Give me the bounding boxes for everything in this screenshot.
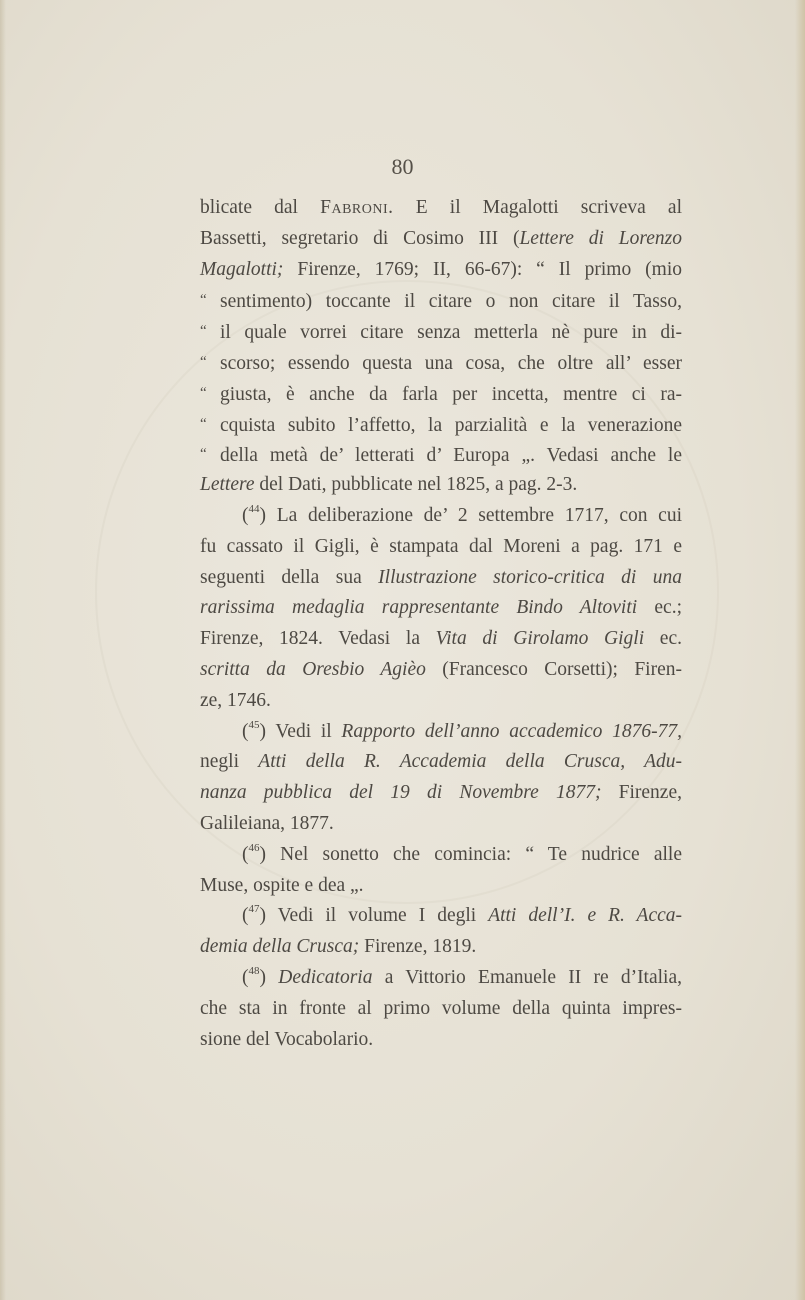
italic-text: Atti dell’I. e R. Acca- <box>488 905 682 927</box>
text-run: ( <box>242 905 249 927</box>
footnote-number: 44 <box>248 502 260 515</box>
text-line <box>200 316 682 347</box>
text-line <box>200 624 682 655</box>
text-run: ) Vedi il volume I degli <box>259 905 489 927</box>
italic-text: Atti della R. Accademia della Crusca, Adu- <box>258 751 682 773</box>
italic-text: Magalotti; <box>200 258 284 280</box>
text-run: ) Nel sonetto che comincia: “ Te nudrice alle <box>259 843 682 865</box>
footnote-start-line <box>200 501 682 532</box>
text-line <box>200 224 682 255</box>
text-run: Galileiana, 1877. <box>200 812 334 834</box>
footnote-number: 47 <box>248 903 260 916</box>
text-run: Firenze, 1824. Vedasi la <box>200 628 436 650</box>
italic-text: Dedicatoria <box>278 966 373 988</box>
footnote-number: 46 <box>248 841 260 854</box>
footnote-start-line <box>200 840 682 871</box>
italic-text: Lettere <box>200 474 255 496</box>
text-run: Muse, ospite e dea „. <box>200 874 364 896</box>
text-run: negli <box>200 751 259 773</box>
text-run: Firenze, <box>601 782 682 804</box>
italic-text: Lettere di Lorenzo <box>519 227 682 249</box>
quote-mark: “ <box>200 353 207 370</box>
body-text <box>200 193 682 1055</box>
text-run: blicate dal <box>200 197 321 218</box>
text-line <box>200 778 682 809</box>
text-line <box>200 285 682 316</box>
text-run: Firenze, 1819. <box>359 936 477 958</box>
text-line <box>200 409 682 440</box>
italic-text: nanza pubblica del 19 di Novembre 1877; <box>200 782 602 804</box>
text-line <box>200 347 682 378</box>
text-run: E il Magalotti scriveva al <box>393 197 682 218</box>
text-run: ( <box>242 966 249 988</box>
small-caps-name: Fabroni. <box>320 197 394 218</box>
text-run: (Francesco Corsetti); Firen- <box>425 658 682 680</box>
text-run: del Dati, pubblicate nel 1825, a pag. 2-3. <box>254 474 578 496</box>
text-line <box>200 871 682 902</box>
italic-text: rarissima medaglia rappresentante Bindo Altoviti <box>200 597 638 619</box>
text-run: a Vittorio Emanuele II re d’Italia, <box>372 966 683 988</box>
text-run: ec. <box>644 628 682 650</box>
text-run: che sta in fronte al primo volume della quinta impres- <box>200 997 682 1019</box>
quote-mark: “ <box>200 323 207 340</box>
footnote-start-line <box>200 963 682 994</box>
text-run: ) Vedi il <box>259 720 342 742</box>
text-line <box>200 747 682 778</box>
footnote-start-line <box>200 901 682 932</box>
text-run: sione del Vocabolario. <box>200 1028 374 1050</box>
text-run: ec.; <box>637 597 682 619</box>
text-line <box>200 255 682 286</box>
text-line <box>200 378 682 409</box>
text-line <box>200 193 682 224</box>
quote-mark: “ <box>200 292 207 309</box>
text-line <box>200 994 682 1025</box>
italic-text: Rapporto dell’anno accademico 1876-77, <box>341 720 683 742</box>
text-line <box>200 1025 682 1056</box>
page-right-edge <box>795 0 805 1300</box>
text-line <box>200 655 682 686</box>
text-run: ( <box>242 843 249 865</box>
italic-text: demia della Crusca; <box>200 936 360 958</box>
page-number: 80 <box>391 154 414 179</box>
text-run: Bassetti, segretario di Cosimo III ( <box>200 227 520 249</box>
quote-mark: “ <box>200 446 207 463</box>
italic-text: Illustrazione storico-critica di una <box>378 566 682 588</box>
footnote-number: 45 <box>248 718 260 731</box>
text-run: ) La deliberazione de’ 2 settembre 1717, con cui <box>259 504 682 526</box>
text-run: ( <box>242 504 249 526</box>
text-line <box>200 470 682 501</box>
text-run: sentimento) toccante il citare o non citare il Tasso, <box>220 291 682 313</box>
text-run: fu cassato il Gigli, è stampata dal Moreni a pag. 171 e <box>200 535 682 557</box>
text-run: della metà de’ letterati d’ Europa „. Vedasi anche le <box>220 445 682 467</box>
text-run: Firenze, 1769; II, 66-67): “ Il primo (mio <box>283 258 682 280</box>
footnote-number: 48 <box>248 964 260 977</box>
text-run: cquista subito l’affetto, la parzialità e la venerazione <box>220 414 682 436</box>
text-line <box>200 593 682 624</box>
text-run: scorso; essendo questa una cosa, che oltre all’ esser <box>220 352 682 374</box>
page-left-edge <box>0 0 6 1300</box>
text-line <box>200 532 682 563</box>
text-line <box>200 932 682 963</box>
text-line <box>200 439 682 470</box>
quote-mark: “ <box>200 415 207 432</box>
text-line <box>200 563 682 594</box>
italic-text: Vita di Girolamo Gigli <box>435 628 645 650</box>
italic-text: scritta da Oresbio Agièo <box>200 658 426 680</box>
text-run: ze, 1746. <box>200 689 271 711</box>
text-run: giusta, è anche da farla per incetta, mentre ci ra- <box>220 383 682 405</box>
text-line <box>200 686 682 717</box>
quote-mark: “ <box>200 384 207 401</box>
text-run: seguenti della sua <box>200 566 379 588</box>
footnote-start-line <box>200 717 682 748</box>
text-run: ( <box>242 720 249 742</box>
text-run: ) <box>259 966 279 988</box>
text-line <box>200 809 682 840</box>
text-run: il quale vorrei citare senza metterla nè pure in di- <box>220 322 682 344</box>
